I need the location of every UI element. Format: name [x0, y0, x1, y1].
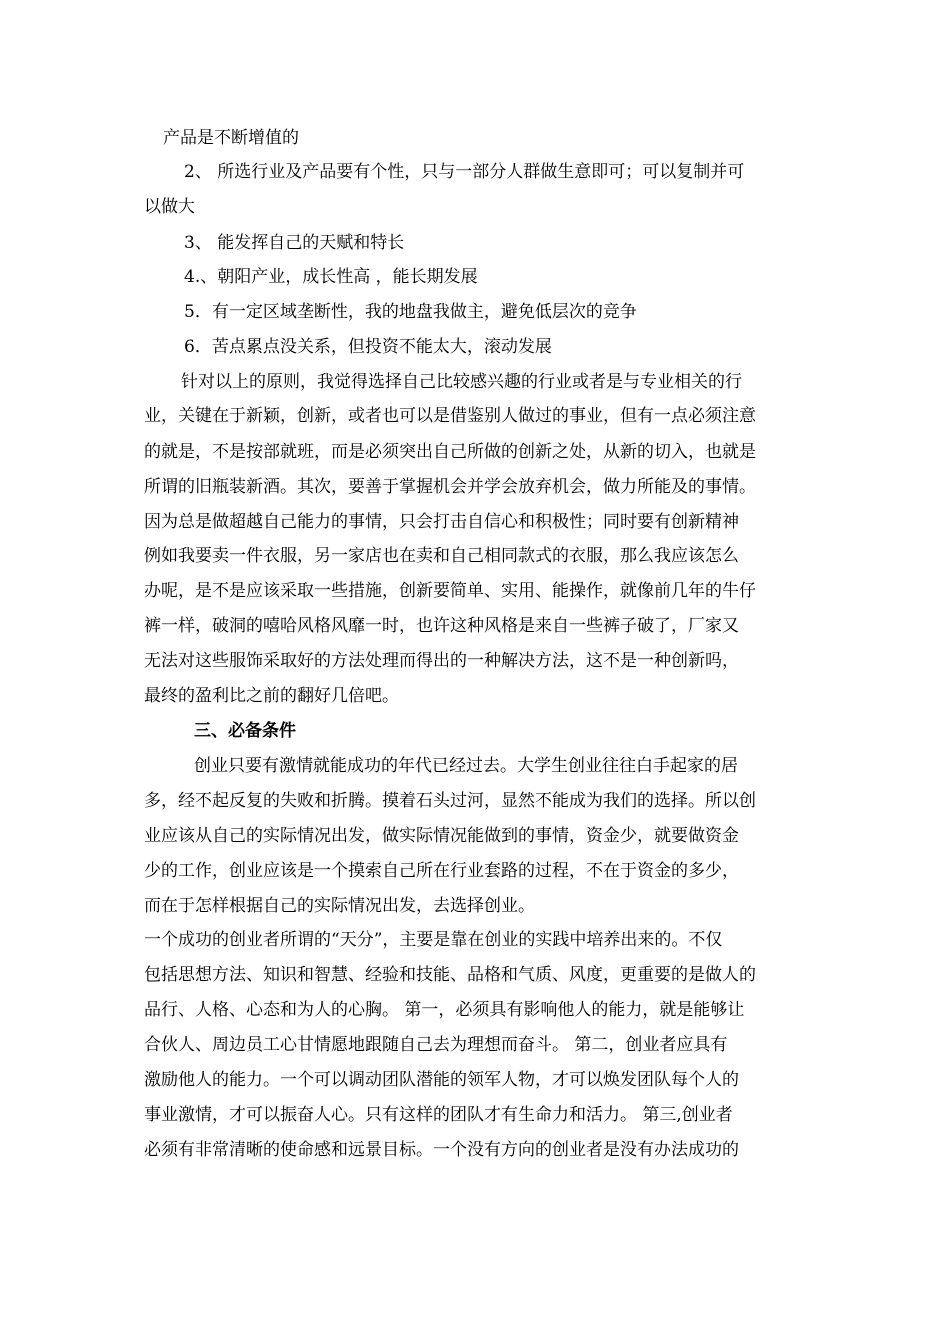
list-item-text: 3、 能发挥自己的天赋和特长: [184, 233, 405, 253]
list-item-text: 2、 所选行业及产品要有个性，只与一部分人群做生意即可；可以复制并可: [184, 162, 745, 182]
paragraph-text: 裤一样，破洞的嘻哈风格风靡一时，也许这种风格是来自一些裤子破了，厂家又: [144, 616, 739, 636]
paragraph-text: 而在于怎样根据自己的实际情况出发，去选择创业。: [144, 896, 535, 916]
paragraph-text: 的就是，不是按部就班，而是必须突出自己所做的创新之处，从新的切入，也就是: [144, 442, 756, 462]
paragraph-text: 多，经不起反复的失败和折腾。摸着石头过河，显然不能成为我们的选择。所以创: [144, 791, 756, 811]
list-item-text: 以做大: [144, 197, 195, 217]
section-heading-text: 三、必备条件: [194, 721, 296, 741]
paragraph-text: 业应该从自己的实际情况出发，做实际情况能做到的事情，资金少，就要做资金: [144, 826, 739, 846]
list-item-text: 产品是不断增值的: [163, 128, 299, 148]
paragraph-text: 最终的盈利比之前的翻好几倍吧。: [144, 686, 399, 706]
paragraph-text: 包括思想方法、知识和智慧、经验和技能、品格和气质、风度，更重要的是做人的: [144, 965, 756, 985]
paragraph-text: 因为总是做超越自己能力的事情，只会打击自信心和积极性；同时要有创新精神: [144, 512, 739, 532]
list-item-text: 5．有一定区域垄断性，我的地盘我做主，避免低层次的竞争: [184, 302, 637, 322]
paragraph-text: 合伙人、周边员工心甘情愿地跟随自己去为理想而奋斗。 第二，创业者应具有: [144, 1035, 728, 1055]
paragraph-text: 一个成功的创业者所谓的“天分”，主要是靠在创业的实践中培养出来的。不仅: [144, 930, 723, 950]
list-item-text: 6．苦点累点没关系，但投资不能太大，滚动发展: [184, 337, 552, 357]
list-item-text: 4.、朝阳产业，成长性高 ，能长期发展: [184, 267, 478, 287]
paragraph-text: 事业激情，才可以振奋人心。只有这样的团队才有生命力和活力。 第三,创业者: [144, 1105, 733, 1125]
paragraph-text: 创业只要有激情就能成功的年代已经过去。大学生创业往往白手起家的居: [194, 756, 738, 776]
paragraph-text: 激励他人的能力。一个可以调动团队潜能的领军人物，才可以焕发团队每个人的: [144, 1070, 739, 1090]
paragraph-text: 少的工作，创业应该是一个摸索自己所在行业套路的过程，不在于资金的多少，: [144, 861, 739, 881]
paragraph-text: 针对以上的原则，我觉得选择自己比较感兴趣的行业或者是与专业相关的行: [181, 372, 742, 392]
paragraph-text: 所谓的旧瓶装新酒。其次，要善于掌握机会并学会放弃机会，做力所能及的事情。: [144, 477, 756, 497]
paragraph-text: 必须有非常清晰的使命感和远景目标。一个没有方向的创业者是没有办法成功的: [144, 1140, 739, 1160]
paragraph-text: 业，关键在于新颖，创新，或者也可以是借鉴别人做过的事业，但有一点必须注意: [144, 406, 756, 426]
paragraph-text: 例如我要卖一件衣服，另一家店也在卖和自己相同款式的衣服，那么我应该怎么: [144, 546, 739, 566]
paragraph-text: 办呢，是不是应该采取一些措施，创新要简单、实用、能操作，就像前几年的牛仔: [144, 581, 756, 601]
paragraph-text: 无法对这些服饰采取好的方法处理而得出的一种解决方法，这不是一种创新吗，: [144, 651, 739, 671]
paragraph-text: 品行、人格、心态和为人的心胸。 第一，必须具有影响他人的能力，就是能够让: [144, 1000, 745, 1020]
